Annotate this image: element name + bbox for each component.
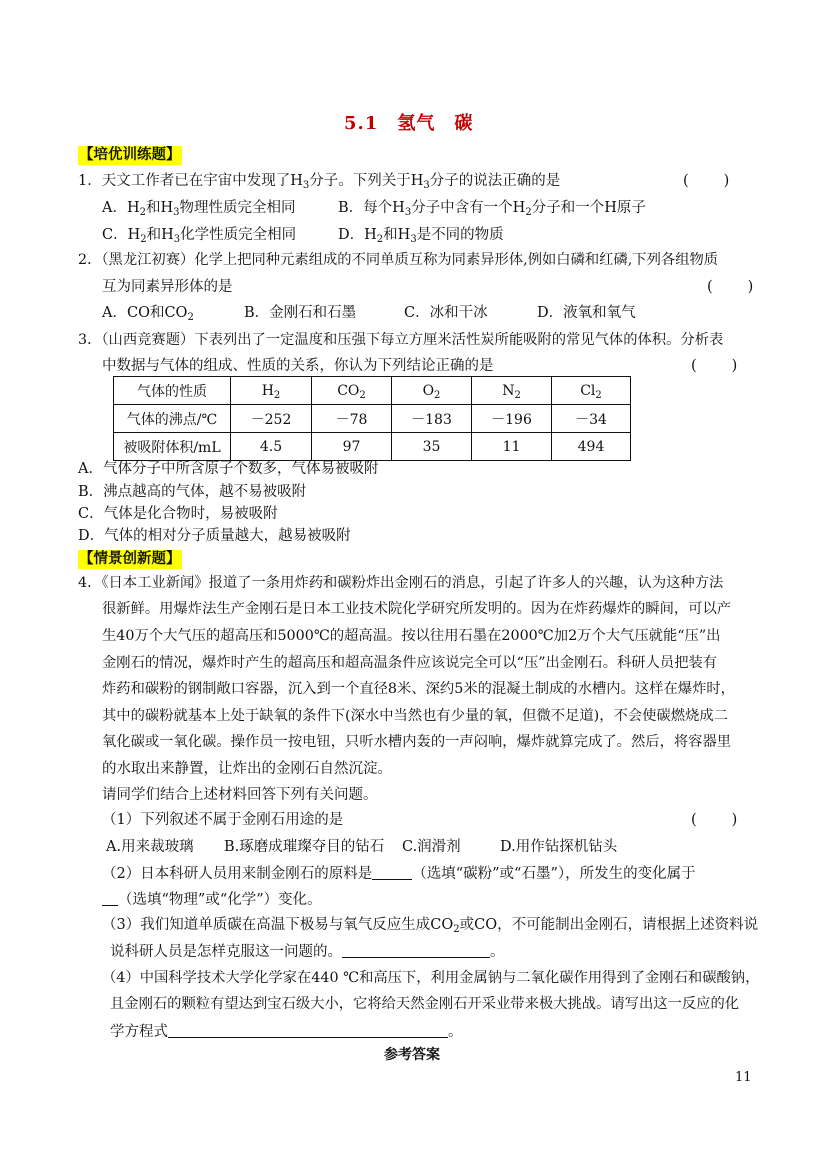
- q2-stem-line1: 2．（黑龙江初赛）化学上把同种元素组成的不同单质互称为同素异形体,例如白磷和红磷,下列各组物质: [78, 252, 719, 268]
- table-row: [114, 433, 631, 461]
- q4-sub1-option-a: A.用来裁玻璃: [106, 839, 194, 855]
- q4-sub3-line2: 说科研人员是怎样克服这一问题的。 。: [110, 944, 505, 960]
- q4-passage-line: 金刚石的情况，爆炸时产生的超高压和超高温条件应该说完全可以“压”出金刚石。科研人员把装有: [102, 655, 718, 671]
- page-number: 11: [735, 1070, 752, 1085]
- q3-option-a: A．气体分子中所含原子个数多，气体易被吸附: [78, 461, 379, 477]
- reference-answers-heading: 参考答案: [384, 1047, 440, 1063]
- q4-sub2-line2: （选填“物理”或“化学”）变化。: [102, 892, 322, 908]
- q4-instruction: 请同学们结合上述材料回答下列有关问题。: [102, 787, 378, 803]
- q4-passage-line: 4．《日本工业新闻》报道了一条用炸药和碳粉炸出金刚石的消息，引起了许多人的兴趣，认为这种方法: [78, 575, 724, 591]
- section-heading-scenario: 【情景创新题】: [79, 550, 181, 567]
- answer-blank[interactable]: [168, 1024, 448, 1038]
- q4-sub4-line3: 学方程式 。: [110, 1024, 463, 1040]
- table-header-cl2: $Cl_2$: [552, 377, 631, 405]
- q3-option-d: D．气体的相对分子质量越大，越易被吸附: [78, 528, 351, 544]
- q2-option-a: A．CO和$CO_2$: [102, 305, 194, 323]
- table-header-co2: $CO_2$: [312, 377, 392, 405]
- table-cell: －78: [312, 405, 392, 433]
- table-cell: 35: [392, 433, 472, 461]
- table-cell: －183: [392, 405, 472, 433]
- table-header-h2: $H_2$: [231, 377, 312, 405]
- q3-stem-line2: 中数据与气体的组成、性质的关系，你认为下列结论正确的是: [102, 358, 494, 374]
- q3-answer-bracket: ( ): [691, 358, 740, 374]
- answer-blank[interactable]: [342, 944, 490, 958]
- q2-stem-line2: 互为同素异形体的是: [102, 279, 233, 295]
- q4-sub1-option-d: D.用作钻探机钻头: [500, 839, 618, 855]
- table-cell: 494: [552, 433, 631, 461]
- q3-option-c: C．气体是化合物时，易被吸附: [78, 506, 278, 522]
- q3-stem-line1: 3．（山西竞赛题）下表列出了一定温度和压强下每立方厘米活性炭所能吸附的常见气体的体积。分析表: [78, 332, 724, 348]
- table-cell: －34: [552, 405, 631, 433]
- q4-sub2-line1: （2）日本科研人员用来制金刚石的原料是 （选填“碳粉”或“石墨”），所发生的变化属于: [102, 866, 696, 882]
- q1-option-b: B．每个$H_3$分子中含有一个$H_2$分子和一个H原子: [338, 200, 646, 218]
- q1-option-c: C．$H_2$和$H_3$化学性质完全相同: [102, 227, 297, 245]
- q4-sub1-answer-bracket: ( ): [691, 812, 740, 828]
- q4-sub3-line1: （3）我们知道单质碳在高温下极易与氧气反应生成$CO_2$或CO，不可能制出金刚石，请根据上述资料说: [102, 917, 759, 935]
- q4-sub1-option-c: C.润滑剂: [402, 839, 461, 855]
- q4-sub1-option-b: B.琢磨成璀璨夺目的钻石: [224, 839, 385, 855]
- answer-blank[interactable]: [102, 892, 118, 906]
- q4-passage-line: 的水取出来静置，让炸出的金刚石自然沉淀。: [102, 761, 392, 777]
- table-row-label: 被吸附体积/mL: [114, 433, 231, 461]
- table-cell: －252: [231, 405, 312, 433]
- table-header-n2: $N_2$: [472, 377, 552, 405]
- table-header-label: 气体的性质: [114, 377, 231, 405]
- q4-sub4-line2: 且金刚石的颗粒有望达到宝石级大小，它将给天然金刚石开采业带来极大挑战。请写出这一反应的化: [110, 996, 740, 1012]
- table-cell: 4.5: [231, 433, 312, 461]
- section-heading-training: 【培优训练题】: [79, 146, 181, 163]
- q2-option-c: C．冰和干冰: [404, 305, 488, 321]
- q4-passage-line: 其中的碳粉就基本上处于缺氧的条件下(深水中当然也有少量的氧，但微不足道)，不会使碳燃烧成二: [102, 708, 728, 724]
- page-title: 5.1 氢气 碳: [344, 113, 474, 134]
- table-header-o2: $O_2$: [392, 377, 472, 405]
- table-cell: 97: [312, 433, 392, 461]
- q1-option-d: D．$H_2$和$H_3$是不同的物质: [338, 227, 504, 245]
- q2-option-d: D．液氧和氧气: [537, 305, 636, 321]
- table-row-label: 气体的沸点/℃: [114, 405, 231, 433]
- q4-sub4-line1: （4）中国科学技术大学化学家在440 ℃和高压下，利用金属钠与二氧化碳作用得到了金刚石和碳酸钠，: [102, 970, 760, 986]
- q4-passage-line: 氧化碳或一氧化碳。操作员一按电钮，只听水槽内轰的一声闷响，爆炸就算完成了。然后，将容器里: [102, 734, 732, 750]
- table-header-row: [114, 377, 631, 405]
- q1-answer-bracket: ( ): [683, 173, 732, 189]
- table-cell: －196: [472, 405, 552, 433]
- q4-passage-line: 很新鲜。用爆炸法生产金刚石是日本工业技术院化学研究所发明的。因为在炸药爆炸的瞬间，可以产: [102, 601, 732, 617]
- table-row: [114, 405, 631, 433]
- q3-option-b: B．沸点越高的气体，越不易被吸附: [78, 484, 307, 500]
- q1-option-a: A．$H_2$和$H_3$物理性质完全相同: [102, 200, 296, 218]
- q2-option-b: B．金刚石和石墨: [244, 305, 357, 321]
- q1-stem: 1．天文工作者已在宇宙中发现了$H_3$分子。下列关于$H_3$分子的说法正确的是: [78, 173, 561, 191]
- q4-passage-line: 生40万个大气压的超高压和5000℃的超高温。按以往用石墨在2000℃加2万个大气压就能“压”出: [102, 628, 721, 644]
- gas-properties-table: [113, 376, 631, 461]
- answer-blank[interactable]: [372, 866, 412, 880]
- q4-passage-line: 炸药和碳粉的钢制敞口容器，沉入到一个直径8米、深约5米的混凝土制成的水槽内。这样在爆炸时，: [102, 681, 735, 697]
- q4-sub1-stem: （1）下列叙述不属于金刚石用途的是: [102, 812, 344, 828]
- table-cell: 11: [472, 433, 552, 461]
- q2-answer-bracket: ( ): [707, 279, 756, 295]
